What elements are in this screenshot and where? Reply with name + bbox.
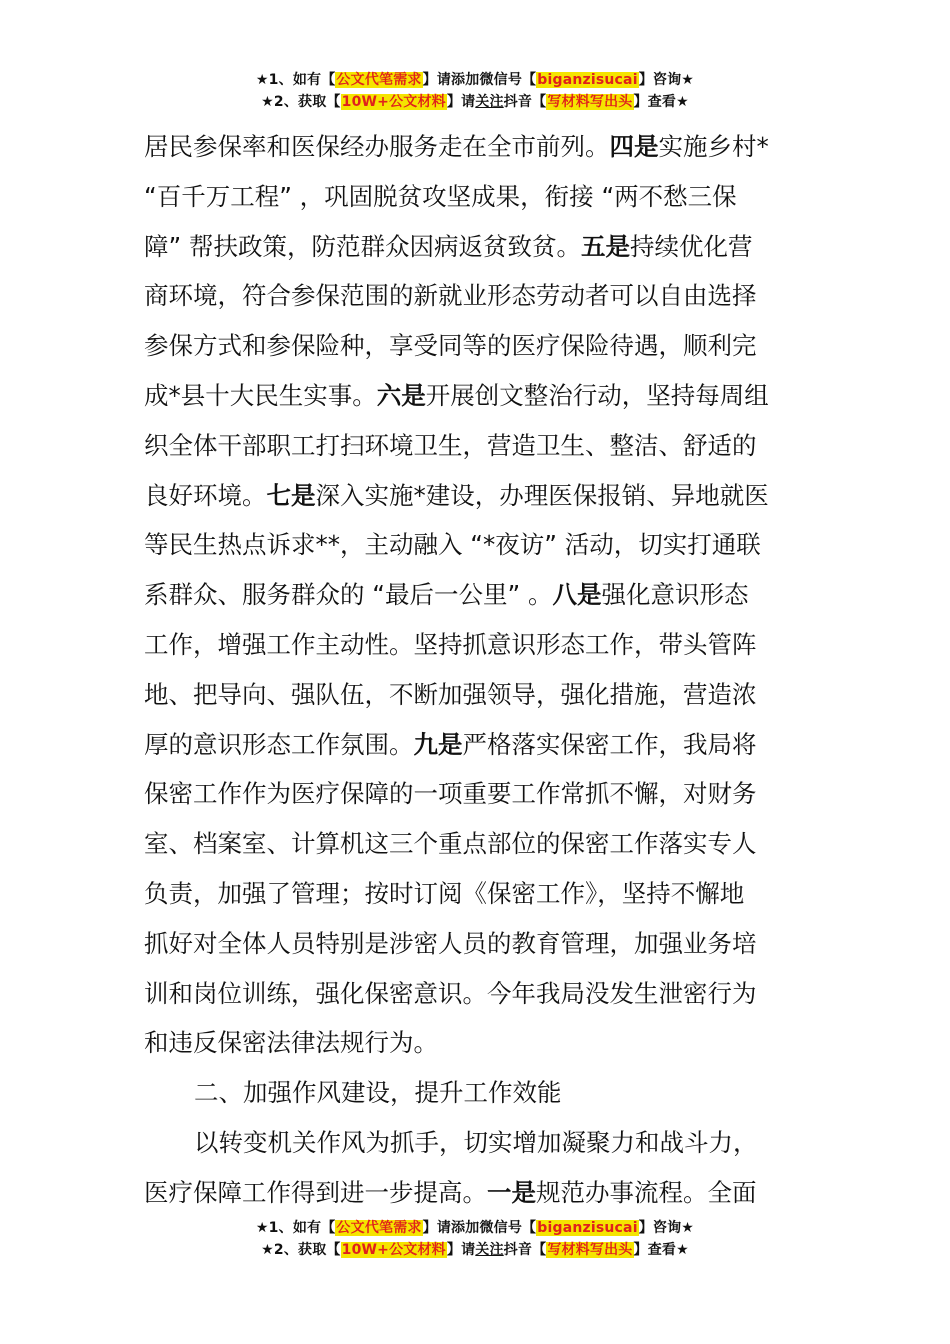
promo-underline: 关注	[475, 1242, 504, 1258]
text-run: 深入实施*建设，办理医保报销、异地就医	[315, 480, 769, 510]
text-line: 抓好对全体人员特别是涉密人员的教育管理，加强业务培	[144, 928, 757, 958]
promo-highlight: biganzisucai	[537, 72, 638, 88]
promo-line-1	[0, 70, 950, 92]
text-line	[144, 471, 800, 521]
promo-text: 微信号【	[479, 1220, 537, 1236]
promo-text: 微信号【	[479, 72, 537, 88]
text-run: 良好环境。	[144, 480, 267, 510]
text-run: 严格落实保密工作，我局将	[462, 729, 757, 759]
text-line: 地、把导向、强队伍，不断加强领导，强化措施，营造浓	[144, 679, 757, 709]
promo-text: ★2、获取【	[261, 1242, 341, 1258]
text-run: 持续优化营	[629, 231, 753, 261]
promo-highlight: biganzisucai	[537, 1220, 638, 1236]
promo-text: 】咨询★	[638, 72, 695, 88]
promo-line-1	[0, 1218, 950, 1240]
text-run: 居民参保率和医保经办服务走在全市前列。	[144, 132, 610, 161]
promo-line-2	[0, 92, 950, 114]
text-line: 保密工作作为医疗保障的一项重要工作常抓不懈，对财务	[144, 779, 757, 809]
bold-run: 八是	[552, 580, 602, 610]
bold-run: 七是	[266, 480, 316, 510]
text-line: 工作，增强工作主动性。坚持抓意识形态工作，带头管阵	[144, 629, 757, 659]
promo-text: 抖音【	[503, 94, 547, 110]
text-line	[144, 720, 800, 770]
text-line	[144, 1168, 800, 1218]
text-line: 训和岗位训练，强化保密意识。今年我局没发生泄密行为	[144, 978, 757, 1008]
text-line	[144, 122, 800, 172]
text-run: 医疗保障工作得到进一步提高。	[144, 1177, 487, 1207]
section-heading: 二、加强作风建设，提升工作效能	[194, 1078, 562, 1108]
promo-text: ★2、获取【	[261, 94, 341, 110]
document-body	[144, 122, 800, 1218]
text-run: 厚的意识形态工作氛围。	[144, 729, 414, 759]
promo-line-2	[0, 1240, 950, 1262]
text-line	[144, 371, 800, 421]
bold-run: 一是	[487, 1177, 536, 1207]
text-line	[144, 570, 800, 620]
bold-run: 六是	[376, 380, 426, 410]
promo-text: 】请添加	[422, 72, 480, 88]
promo-text: 】请	[446, 94, 476, 110]
promo-text: 】请添加	[422, 1220, 480, 1236]
text-line: 等民生热点诉求**，主动融入 “*夜访” 活动，切实打通联	[144, 530, 761, 560]
promo-highlight: 10W+公文材料	[341, 94, 446, 110]
bold-run: 五是	[580, 231, 630, 261]
text-line: “百千万工程” ，巩固脱贫攻坚成果，衔接 “两不愁三保	[144, 181, 737, 211]
promo-underline: 关注	[475, 94, 504, 110]
promo-text: 】请	[446, 1242, 476, 1258]
promo-text: ★1、如有【	[255, 1220, 336, 1236]
promo-highlight: 10W+公文材料	[341, 1242, 446, 1258]
text-run: 规范办事流程。全面	[536, 1177, 757, 1207]
text-line: 参保方式和参保险种，享受同等的医疗保险待遇，顺利完	[144, 331, 757, 361]
promo-highlight: 公文代笔需求	[336, 72, 422, 88]
promo-highlight: 写材料写出头	[547, 94, 633, 110]
promo-highlight: 公文代笔需求	[336, 1220, 422, 1236]
top-promo-banner	[0, 70, 950, 114]
text-run: 成*县十大民生实事。	[144, 380, 377, 410]
text-line	[144, 222, 800, 272]
bottom-promo-banner	[0, 1218, 950, 1262]
text-line: 织全体干部职工打扫环境卫生，营造卫生、整洁、舒适的	[144, 430, 757, 460]
text-run: 系群众、服务群众的 “最后一公里” 。	[144, 580, 553, 610]
bold-run: 四是	[609, 132, 659, 161]
text-run: 障” 帮扶政策，防范群众因病返贫致贫。	[144, 231, 581, 261]
text-line: 商环境，符合参保范围的新就业形态劳动者可以自由选择	[144, 281, 757, 311]
text-line: 室、档案室、计算机这三个重点部位的保密工作落实专人	[144, 829, 757, 859]
promo-text: ★1、如有【	[255, 72, 336, 88]
promo-text: 抖音【	[503, 1242, 547, 1258]
promo-text: 】咨询★	[638, 1220, 695, 1236]
text-line: 负责，加强了管理；按时订阅《保密工作》，坚持不懈地	[144, 878, 745, 908]
text-run: 强化意识形态	[601, 580, 749, 610]
bold-run: 九是	[413, 729, 463, 759]
text-run: 实施乡村*	[658, 132, 769, 161]
promo-text: 】查看★	[633, 94, 689, 110]
text-line: 和违反保密法律法规行为。	[144, 1028, 438, 1058]
promo-highlight: 写材料写出头	[547, 1242, 633, 1258]
text-line: 以转变机关作风为抓手，切实增加凝聚力和战斗力，	[194, 1127, 758, 1157]
text-run: 开展创文整治行动，坚持每周组	[425, 380, 769, 410]
promo-text: 】查看★	[633, 1242, 689, 1258]
